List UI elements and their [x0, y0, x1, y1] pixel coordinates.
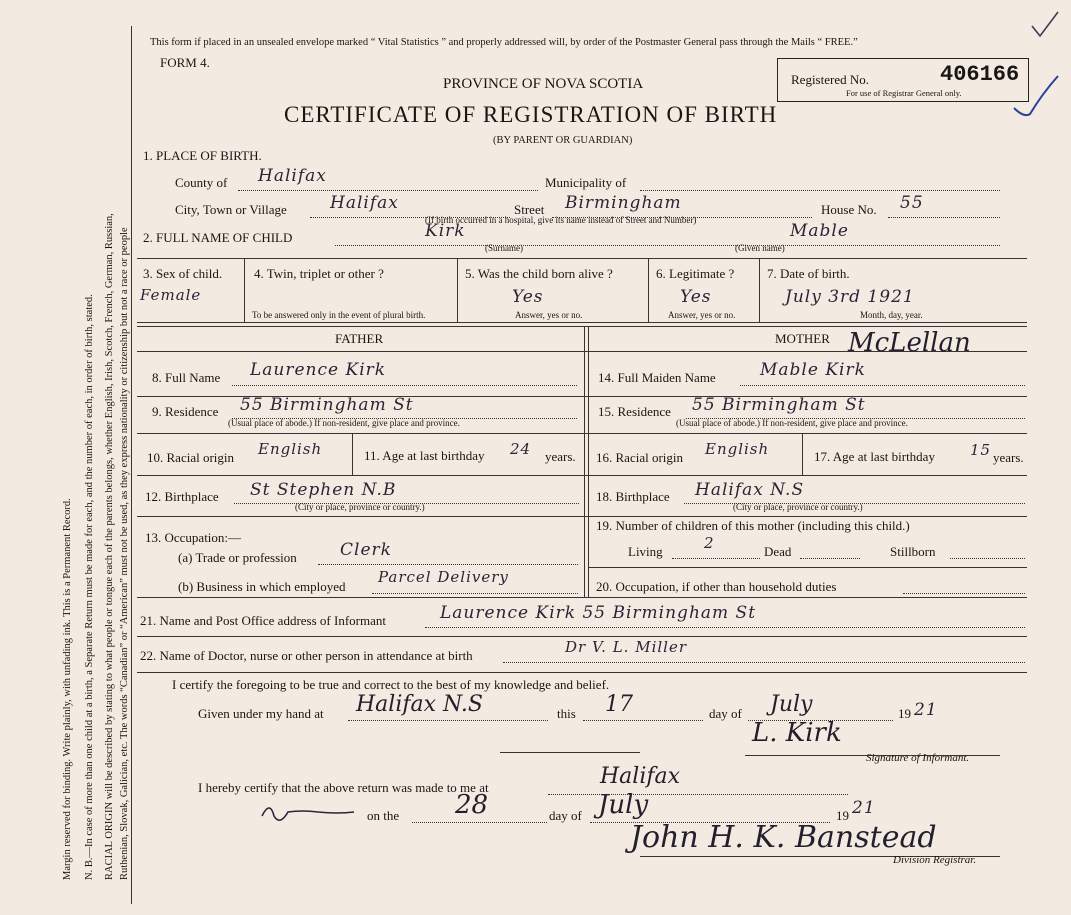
father-name-label: 8. Full Name: [152, 370, 221, 385]
mother-name-correction: McLellan: [848, 328, 971, 358]
informant-signature: L. Kirk: [752, 718, 842, 748]
on-the-label: on the: [367, 808, 400, 823]
father-birthplace-label: 12. Birthplace: [145, 489, 219, 504]
father-age-label: 11. Age at last birthday: [364, 448, 485, 463]
registrar-place: Halifax: [600, 764, 681, 789]
mother-residence-note: (Usual place of abode.) If non-resident, give place and province.: [676, 418, 908, 428]
registered-number: 406166: [940, 62, 1020, 87]
father-residence-label: 9. Residence: [152, 404, 219, 419]
registrar-day: 28: [455, 790, 489, 820]
house-value: 55: [900, 193, 924, 213]
dead-label: Dead: [764, 544, 792, 559]
mother-residence-value: 55 Birmingham St: [692, 395, 866, 415]
county-label: County of: [175, 175, 228, 190]
municipality-label: Municipality of: [545, 175, 627, 190]
father-occupation-label: 13. Occupation:—: [145, 530, 242, 545]
registrar-caption: Division Registrar.: [893, 854, 977, 866]
mother-age-label: 17. Age at last birthday: [814, 449, 935, 464]
margin-note-4: Ruthenian, Slovak, Galician, etc. The words “Canadian” or “American” must not be used, as they express nationality or citizenship but not a race or people: [119, 227, 130, 880]
street-value: Birmingham: [565, 193, 682, 213]
alive-value: Yes: [512, 287, 544, 307]
mother-racial-value: English: [705, 440, 770, 458]
registrar-initial-scribble: [258, 798, 358, 828]
mother-age-value: 15: [970, 441, 992, 459]
alive-note: Answer, yes or no.: [515, 310, 583, 320]
surname-caption: (Surname): [485, 243, 523, 253]
city-value: Halifax: [330, 193, 399, 213]
father-residence-value: 55 Birmingham St: [240, 395, 414, 415]
certificate-subtitle: (BY PARENT OR GUARDIAN): [493, 135, 633, 146]
hospital-note: (If birth occurred in a hospital, give its name instead of Street and Number): [425, 215, 697, 225]
registrar-year-prefix: 19: [836, 808, 849, 823]
mother-racial-label: 16. Racial origin: [596, 450, 684, 465]
mother-children-label: 19. Number of children of this mother (including this child.): [596, 518, 910, 533]
father-business-value: Parcel Delivery: [378, 568, 509, 586]
postal-note: This form if placed in an unsealed envelope marked “ Vital Statistics ” and properly addressed will, by order of the Postmaster General pass through the Mails “ FREE.”: [150, 37, 858, 48]
place-of-birth-label: 1. PLACE OF BIRTH.: [143, 148, 262, 163]
this-label: this: [557, 706, 576, 721]
father-age-value: 24: [510, 440, 532, 458]
legit-label: 6. Legitimate ?: [656, 266, 735, 281]
mother-birthplace-label: 18. Birthplace: [596, 489, 670, 504]
given-place: Halifax N.S: [356, 692, 483, 717]
sex-label: 3. Sex of child.: [143, 266, 223, 281]
legit-note: Answer, yes or no.: [668, 310, 736, 320]
sex-value: Female: [140, 286, 202, 304]
mother-heading: MOTHER: [775, 331, 830, 346]
twin-label: 4. Twin, triplet or other ?: [254, 266, 384, 281]
child-name-label: 2. FULL NAME OF CHILD: [143, 230, 293, 245]
mother-name-label: 14. Full Maiden Name: [598, 370, 716, 385]
city-label: City, Town or Village: [175, 202, 287, 217]
mother-age-years: years.: [993, 450, 1024, 465]
registrar-note: For use of Registrar General only.: [846, 88, 962, 98]
father-residence-note: (Usual place of abode.) If non-resident, give place and province.: [228, 418, 460, 428]
margin-note-1: Margin reserved for binding. Write plainly, with unfading ink. This is a Permanent Record.: [62, 498, 73, 880]
father-heading: FATHER: [335, 331, 384, 346]
mother-residence-label: 15. Residence: [598, 404, 671, 419]
given-year: 21: [914, 700, 938, 720]
given-day: 17: [605, 692, 633, 717]
form-number: FORM 4.: [160, 55, 210, 70]
informant-caption: Signature of Informant.: [866, 752, 970, 764]
father-birthplace-note: (City or place, province or country.): [295, 502, 425, 512]
child-given-value: Mable: [790, 221, 849, 241]
given-label: Given under my hand at: [198, 706, 324, 721]
father-business-label: (b) Business in which employed: [178, 579, 346, 594]
margin-rule: [131, 26, 132, 904]
father-racial-label: 10. Racial origin: [147, 450, 235, 465]
province-title: PROVINCE OF NOVA SCOTIA: [443, 76, 644, 92]
date-note: Month, day, year.: [860, 310, 923, 320]
certify-statement: I certify the foregoing to be true and correct to the best of my knowledge and belief.: [172, 677, 610, 692]
father-racial-value: English: [258, 440, 323, 458]
alive-label: 5. Was the child born alive ?: [465, 266, 613, 281]
legit-value: Yes: [680, 287, 712, 307]
informant-label: 21. Name and Post Office address of Informant: [140, 613, 386, 628]
day-of-label: day of: [709, 706, 742, 721]
father-birthplace-value: St Stephen N.B: [250, 480, 397, 500]
check-mark-icon: [1030, 10, 1060, 38]
given-month: July: [770, 692, 813, 717]
year-prefix: 19: [898, 706, 911, 721]
registered-label: Registered No.: [791, 72, 869, 87]
date-value: July 3rd 1921: [785, 287, 915, 307]
date-label: 7. Date of birth.: [767, 266, 850, 281]
stillborn-label: Stillborn: [890, 544, 936, 559]
registrar-day-of: day of: [549, 808, 582, 823]
given-caption: (Given name): [735, 243, 785, 253]
street-label: Street: [514, 202, 545, 217]
child-surname-value: Kirk: [425, 221, 466, 241]
doctor-label: 22. Name of Doctor, nurse or other person in attendance at birth: [140, 648, 473, 663]
father-trade-label: (a) Trade or profession: [178, 550, 297, 565]
certificate-title: CERTIFICATE OF REGISTRATION OF BIRTH: [284, 102, 778, 127]
informant-value: Laurence Kirk 55 Birmingham St: [440, 603, 757, 623]
doctor-value: Dr V. L. Miller: [565, 638, 688, 656]
father-name-value: Laurence Kirk: [250, 360, 387, 380]
living-value: 2: [704, 534, 715, 552]
registrar-year: 21: [852, 798, 876, 818]
twin-note: To be answered only in the event of plural birth.: [252, 310, 426, 320]
margin-note-2: N. B.—In case of more than one child at a birth, a Separate Return must be made for each, and the number of each, in order of birth, stated.: [84, 294, 95, 880]
registrar-signature: John H. K. Banstead: [630, 820, 937, 855]
mother-birthplace-note: (City or place, province or country.): [733, 502, 863, 512]
margin-note-3: RACIAL ORIGIN will be described by stating to what people or tongue each of the parents belongs, whether English, Irish, Scotch, French, German, Russian,: [104, 213, 115, 880]
living-label: Living: [628, 544, 663, 559]
registrar-month: July: [598, 790, 649, 820]
mother-name-value: Mable Kirk: [760, 360, 866, 380]
house-label: House No.: [821, 202, 877, 217]
father-age-years: years.: [545, 449, 576, 464]
registrar-statement: I hereby certify that the above return was made to me at: [198, 780, 489, 795]
mother-occupation-label: 20. Occupation, if other than household duties: [596, 579, 837, 594]
mother-birthplace-value: Halifax N.S: [695, 480, 805, 500]
county-value: Halifax: [258, 166, 327, 186]
father-trade-value: Clerk: [340, 540, 392, 560]
